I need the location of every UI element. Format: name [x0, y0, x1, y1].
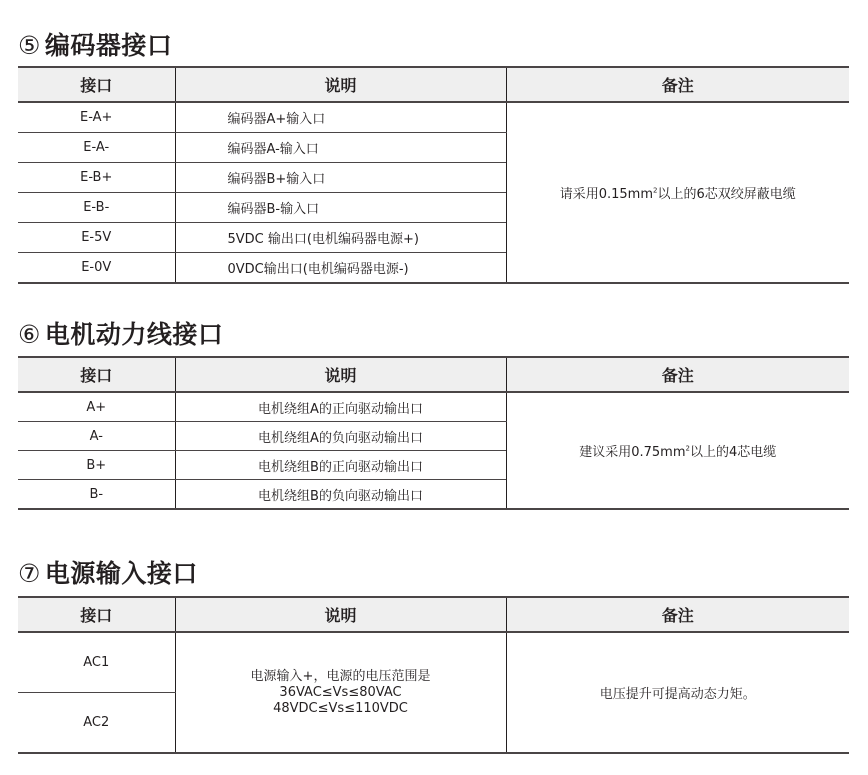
section-title-power-input [18, 554, 198, 590]
port-cell: A+ [18, 392, 175, 422]
table-header-row [18, 597, 849, 632]
description-cell [175, 632, 506, 753]
motor-power-table [18, 356, 849, 510]
header-description: 说明 [175, 67, 506, 102]
table-row [18, 392, 849, 422]
port-cell: AC1 [18, 632, 175, 693]
remark-text-tail: 以上的4芯电缆 [689, 445, 777, 460]
header-remark: 备注 [506, 357, 849, 392]
description-cell: 电机绕组B的正向驱动输出口 [175, 451, 506, 480]
remark-text: 建议采用0.75mm [579, 445, 686, 460]
remark-cell [506, 102, 849, 283]
port-cell: E-5V [18, 223, 175, 253]
description-cell: 电机绕组B的负向驱动输出口 [175, 480, 506, 510]
port-cell: E-A- [18, 133, 175, 163]
header-port: 接口 [18, 67, 175, 102]
description-cell: 编码器B+输入口 [175, 163, 506, 193]
port-cell: A- [18, 422, 175, 451]
description-cell: 0VDC输出口(电机编码器电源-) [175, 253, 506, 284]
section-number: ⑦ [18, 559, 41, 588]
port-cell: E-B+ [18, 163, 175, 193]
header-description: 说明 [175, 597, 506, 632]
section-title-text: 编码器接口 [44, 31, 173, 60]
port-cell: AC2 [18, 693, 175, 754]
header-remark: 备注 [506, 67, 849, 102]
table-row [18, 102, 849, 133]
section-title-text: 电机动力线接口 [44, 320, 224, 349]
header-remark: 备注 [506, 597, 849, 632]
port-cell: B+ [18, 451, 175, 480]
section-title-motor-power [18, 315, 223, 351]
description-cell: 编码器A-输入口 [175, 133, 506, 163]
superscript: 2 [653, 186, 658, 195]
remark-cell: 电压提升可提高动态力矩。 [506, 632, 849, 753]
description-line: 电源输入+，电源的电压范围是 [250, 668, 431, 684]
section-title-text: 电源输入接口 [44, 559, 198, 588]
header-port: 接口 [18, 357, 175, 392]
description-cell: 电机绕组A的正向驱动输出口 [175, 392, 506, 422]
section-number: ⑤ [18, 31, 41, 60]
header-port: 接口 [18, 597, 175, 632]
description-cell: 电机绕组A的负向驱动输出口 [175, 422, 506, 451]
description-line: 48VDC≤Vs≤110VDC [273, 700, 408, 716]
description-cell: 5VDC 输出口(电机编码器电源+) [175, 223, 506, 253]
table-row [18, 632, 849, 693]
encoder-interface-table [18, 66, 849, 284]
power-input-table [18, 596, 849, 754]
description-cell: 编码器A+输入口 [175, 102, 506, 133]
description-cell: 编码器B-输入口 [175, 193, 506, 223]
section-number: ⑥ [18, 320, 41, 349]
superscript: 2 [685, 444, 690, 453]
port-cell: B- [18, 480, 175, 510]
description-line: 36VAC≤Vs≤80VAC [279, 684, 402, 700]
remark-text-tail: 以上的6芯双绞屏蔽电缆 [657, 187, 796, 202]
remark-cell [506, 392, 849, 509]
port-cell: E-0V [18, 253, 175, 284]
port-cell: E-A+ [18, 102, 175, 133]
header-description: 说明 [175, 357, 506, 392]
remark-text: 请采用0.15mm [559, 187, 654, 202]
table-header-row [18, 357, 849, 392]
table-header-row [18, 67, 849, 102]
section-title-encoder [18, 26, 172, 62]
port-cell: E-B- [18, 193, 175, 223]
